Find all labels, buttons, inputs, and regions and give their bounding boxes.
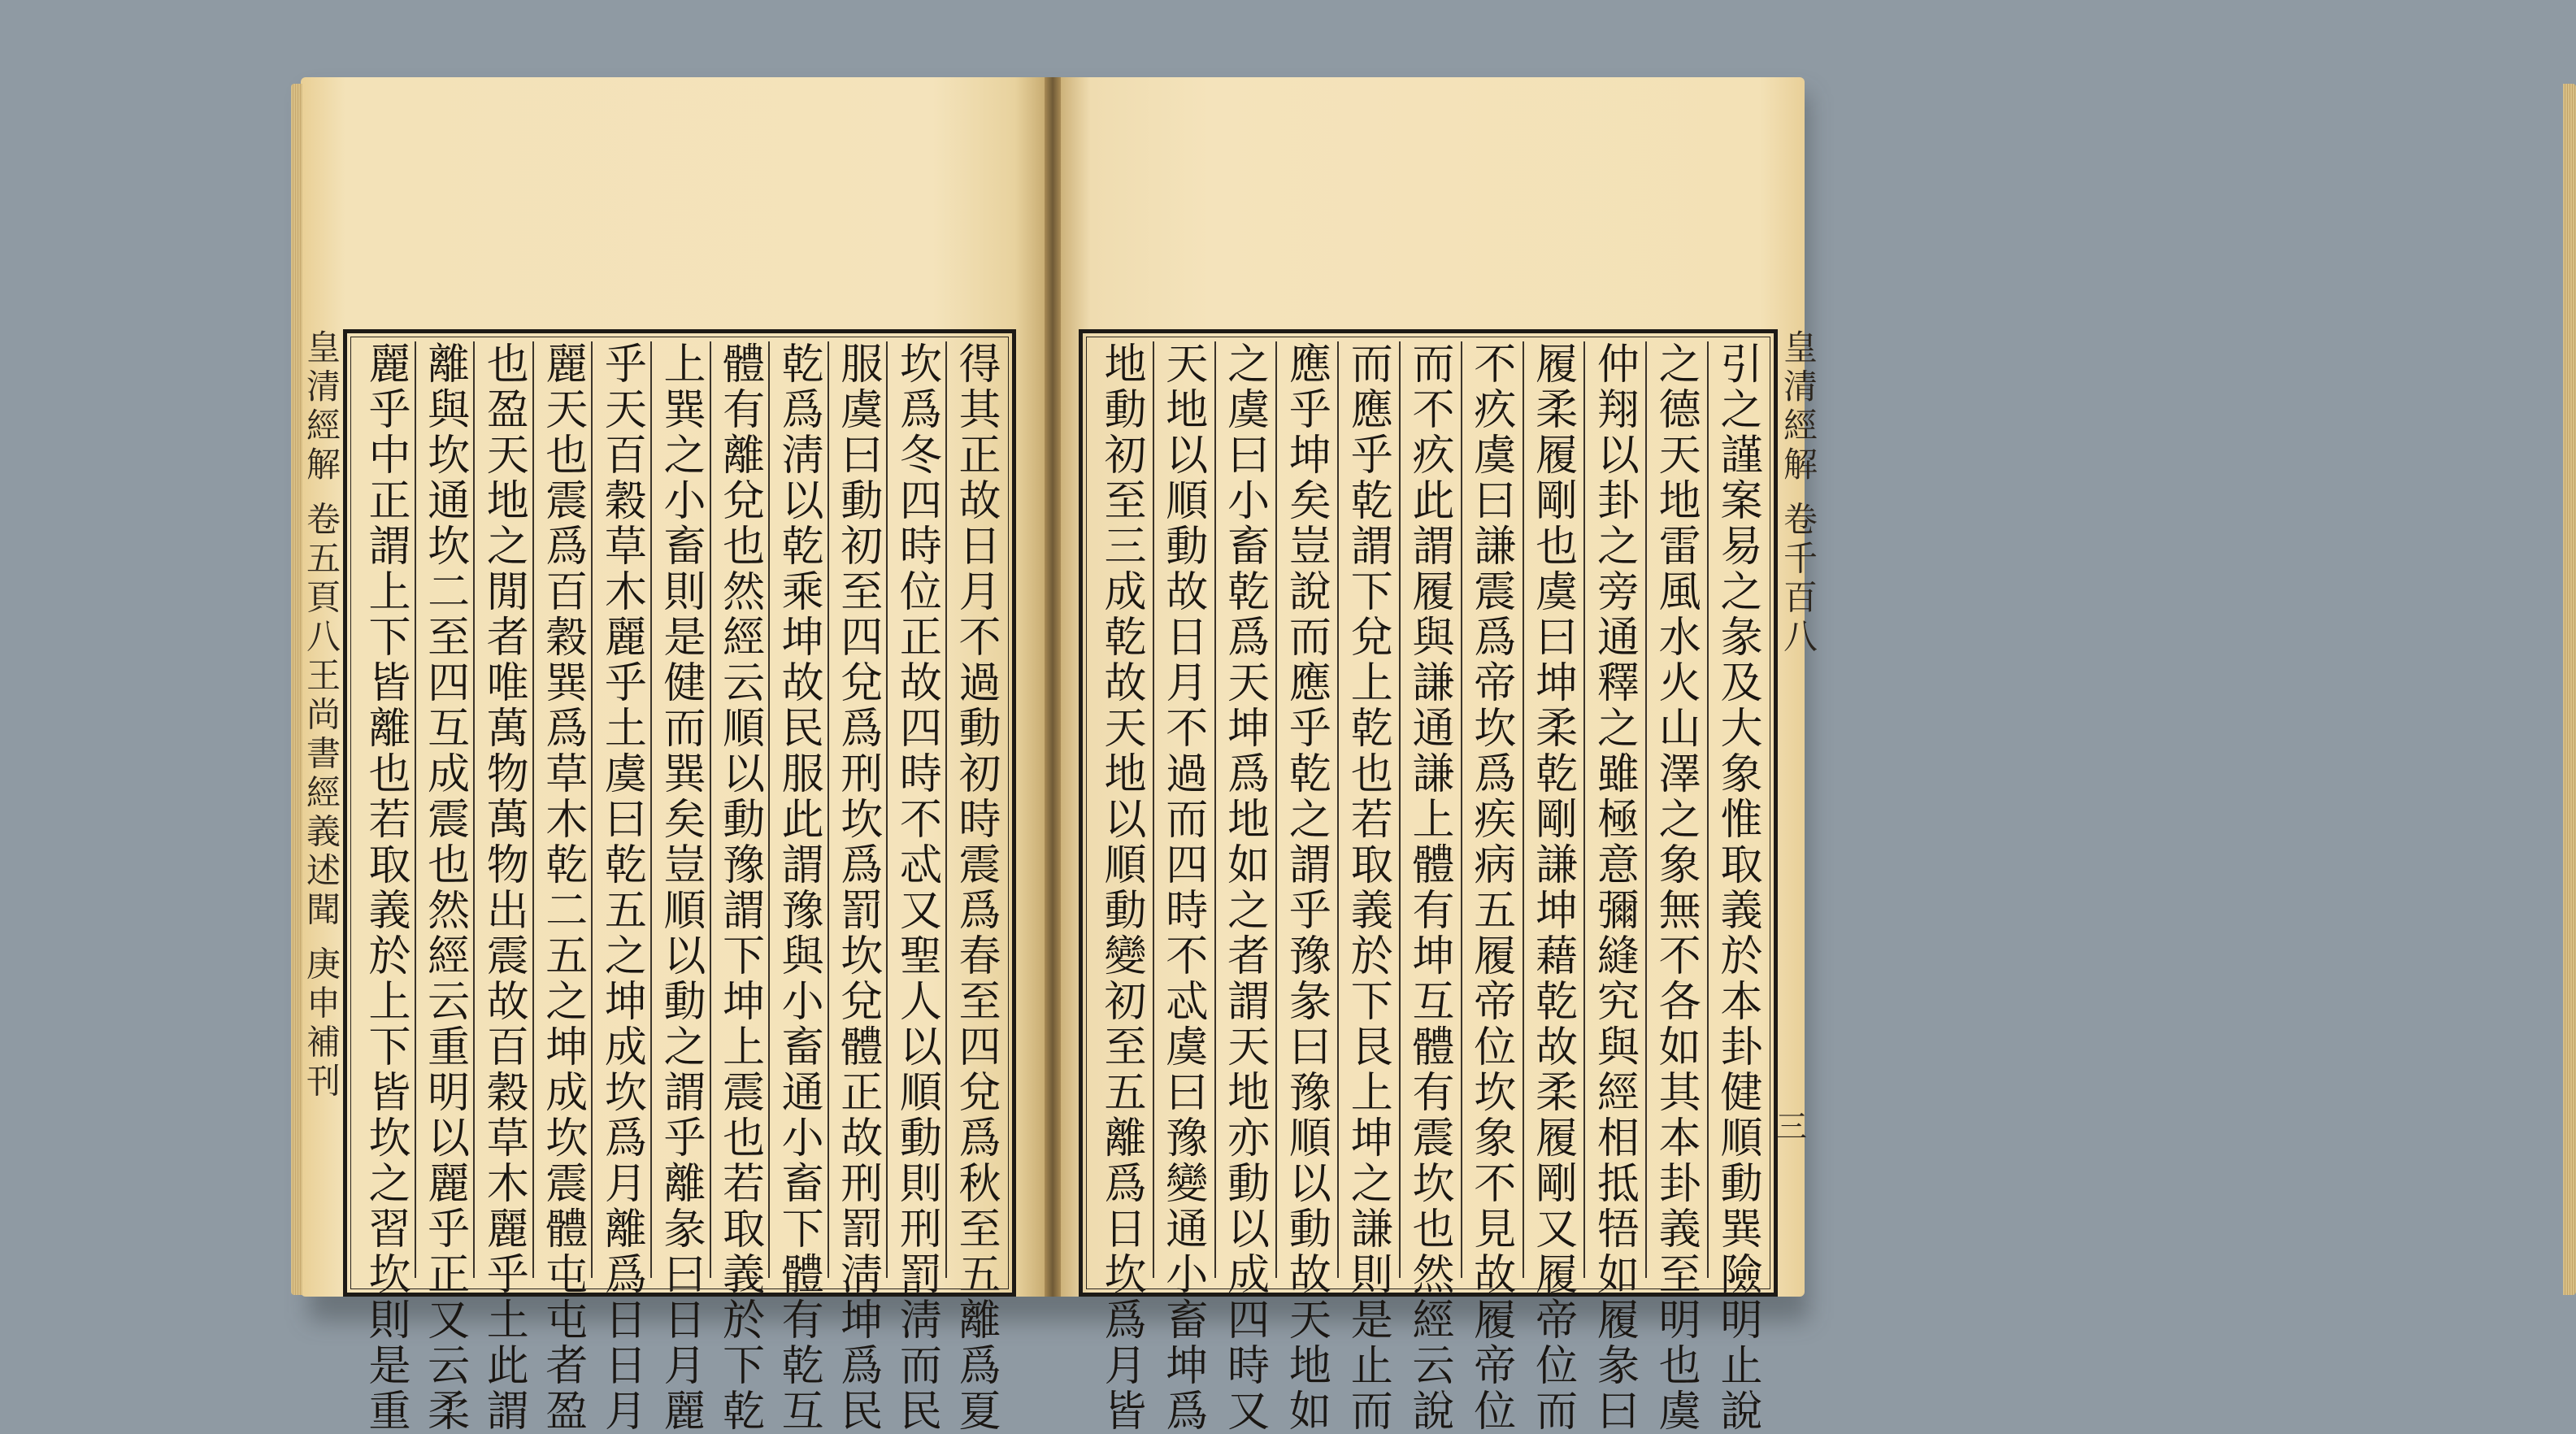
left-text-columns	[357, 341, 1002, 1434]
left-text-column: 乾爲淸以乾乘坤故民服此謂豫與小畜通小畜下體有乾互	[768, 341, 825, 1278]
left-text-column: 得其正故日月不過動初時震爲春至四兌爲秋至五離爲夏	[945, 341, 1002, 1278]
right-page-edges	[2563, 84, 2576, 1295]
left-text-column: 上巽之小畜則是健而巽矣豈順以動之謂乎離彖曰日月麗	[650, 341, 707, 1278]
left-margin-book-title: 皇清經解	[302, 329, 341, 485]
right-page-number: 三	[1776, 1109, 1808, 1145]
left-text-column: 也盈天地之閒者唯萬物萬物出震故百穀草木麗乎土此謂	[473, 341, 530, 1278]
left-margin-bottom-note: 庚申補刊	[302, 945, 341, 1102]
right-text-column: 應乎坤矣豈說而應乎乾之謂乎豫彖曰豫順以動故天地如	[1275, 341, 1332, 1278]
right-text-column: 之虞曰小畜乾爲天坤爲地如之者謂天地亦動以成四時又	[1214, 341, 1271, 1278]
book-gutter	[1045, 77, 1061, 1297]
left-text-column: 乎天百穀草木麗乎土虞曰乾五之坤成坎爲月離爲日日月	[591, 341, 648, 1278]
right-text-column: 天地以順動故日月不過而四時不忒虞曰豫變通小畜坤爲	[1153, 341, 1210, 1278]
right-text-column: 而不疚此謂履與謙通謙上體有坤互體有震坎也然經云說	[1399, 341, 1456, 1278]
open-book	[301, 77, 1818, 1434]
right-text-column: 履柔履剛也虞曰坤柔乾剛謙坤藉乾故柔履剛又履帝位而	[1523, 341, 1579, 1278]
left-text-column: 坎爲冬四時位正故四時不忒又聖人以順動則刑罰淸而民	[886, 341, 943, 1278]
left-page	[301, 77, 1045, 1434]
right-margin-subtitle: 卷千百八	[1779, 501, 1818, 658]
left-text-column: 麗乎中正謂上下皆離也若取義於上下皆坎之習坎則是重	[361, 341, 410, 1434]
left-text-column: 麗天也震爲百穀巽爲草木乾二五之坤成坎震體屯屯者盈	[532, 341, 589, 1278]
right-text-column: 之德天地雷風水火山澤之象無不各如其本卦義至明也虞	[1645, 341, 1702, 1278]
right-text-column: 引之謹案易之彖及大象惟取義於本卦健順動巽險明止說	[1707, 341, 1764, 1278]
right-margin-book-title: 皇清經解	[1779, 329, 1818, 485]
left-margin-title	[296, 329, 345, 1297]
left-text-frame	[343, 329, 1016, 1434]
right-text-column: 不疚虞曰謙震爲帝坎爲疾病五履帝位坎象不見故履帝位	[1461, 341, 1518, 1278]
right-text-frame	[1079, 329, 1778, 1434]
left-margin-subtitle: 卷五頁八王尚書經義述聞	[302, 501, 341, 931]
right-text-column: 而應乎乾謂下兌上乾也若取義於下艮上坤之謙則是止而	[1337, 341, 1394, 1278]
right-margin-title	[1773, 329, 1822, 1297]
left-text-column: 體有離兌也然經云順以動豫謂下坤上震也若取義於下乾	[710, 341, 767, 1278]
right-text-column: 地動初至三成乾故天地以順動變初至五離爲日坎爲月皆	[1097, 341, 1145, 1434]
left-text-column: 離與坎通坎二至四互成震也然經云重明以麗乎正又云柔	[415, 341, 471, 1278]
right-text-column: 仲翔以卦之旁通釋之雖極意彌縫究與經相抵牾如履彖曰	[1583, 341, 1640, 1278]
right-text-columns	[1093, 341, 1764, 1434]
left-text-column: 服虞曰動初至四兌爲刑坎爲罰坎兌體正故刑罰淸坤爲民	[828, 341, 884, 1278]
right-page	[1061, 77, 1818, 1434]
